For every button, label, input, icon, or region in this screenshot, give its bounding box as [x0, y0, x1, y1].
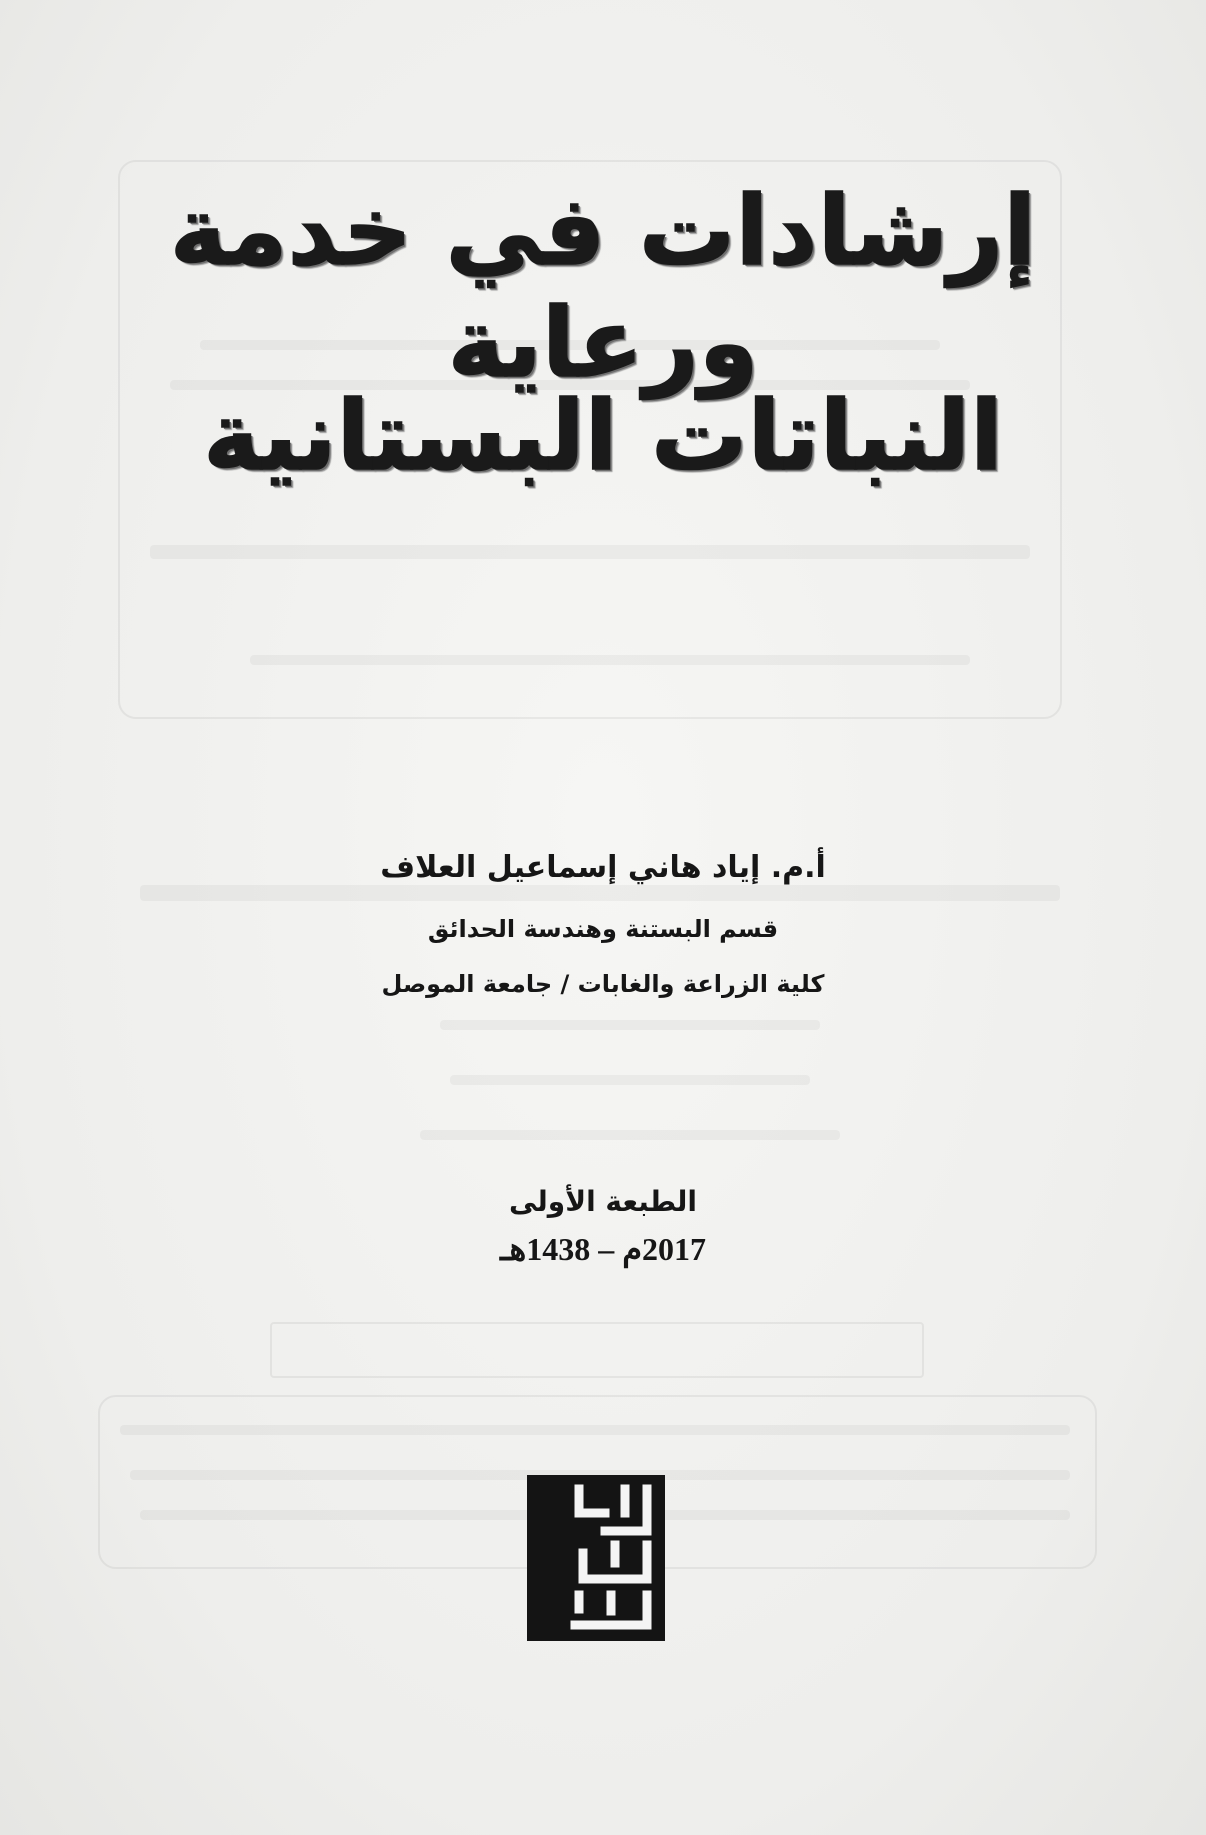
publisher-logo-mark: [565, 1483, 657, 1633]
edition-year: 2017م – 1438هـ: [499, 1231, 707, 1267]
book-title-line-2: النباتات البستانية: [203, 380, 1003, 492]
edition-label: الطبعة الأولى: [508, 1185, 698, 1218]
author-college: كلية الزراعة والغابات / جامعة الموصل: [381, 970, 825, 998]
publisher-logo: [527, 1475, 665, 1641]
bleed-through-line: [140, 885, 1060, 901]
bleed-through-line: [250, 655, 970, 665]
author-name: أ.م. إياد هاني إسماعيل العلاف: [380, 850, 826, 885]
bleed-through-line: [440, 1020, 820, 1030]
bleed-through-line: [450, 1075, 810, 1085]
bleed-through-line: [120, 1425, 1070, 1435]
publisher-logo-side-text: [537, 1485, 563, 1631]
bleed-through-isbn-box: [270, 1322, 924, 1378]
author-department: قسم البستنة وهندسة الحدائق: [427, 915, 779, 943]
bleed-through-line: [150, 545, 1030, 559]
book-title-line-1: إرشادات في خدمة ورعاية: [169, 175, 1037, 399]
bleed-through-line: [420, 1130, 840, 1140]
